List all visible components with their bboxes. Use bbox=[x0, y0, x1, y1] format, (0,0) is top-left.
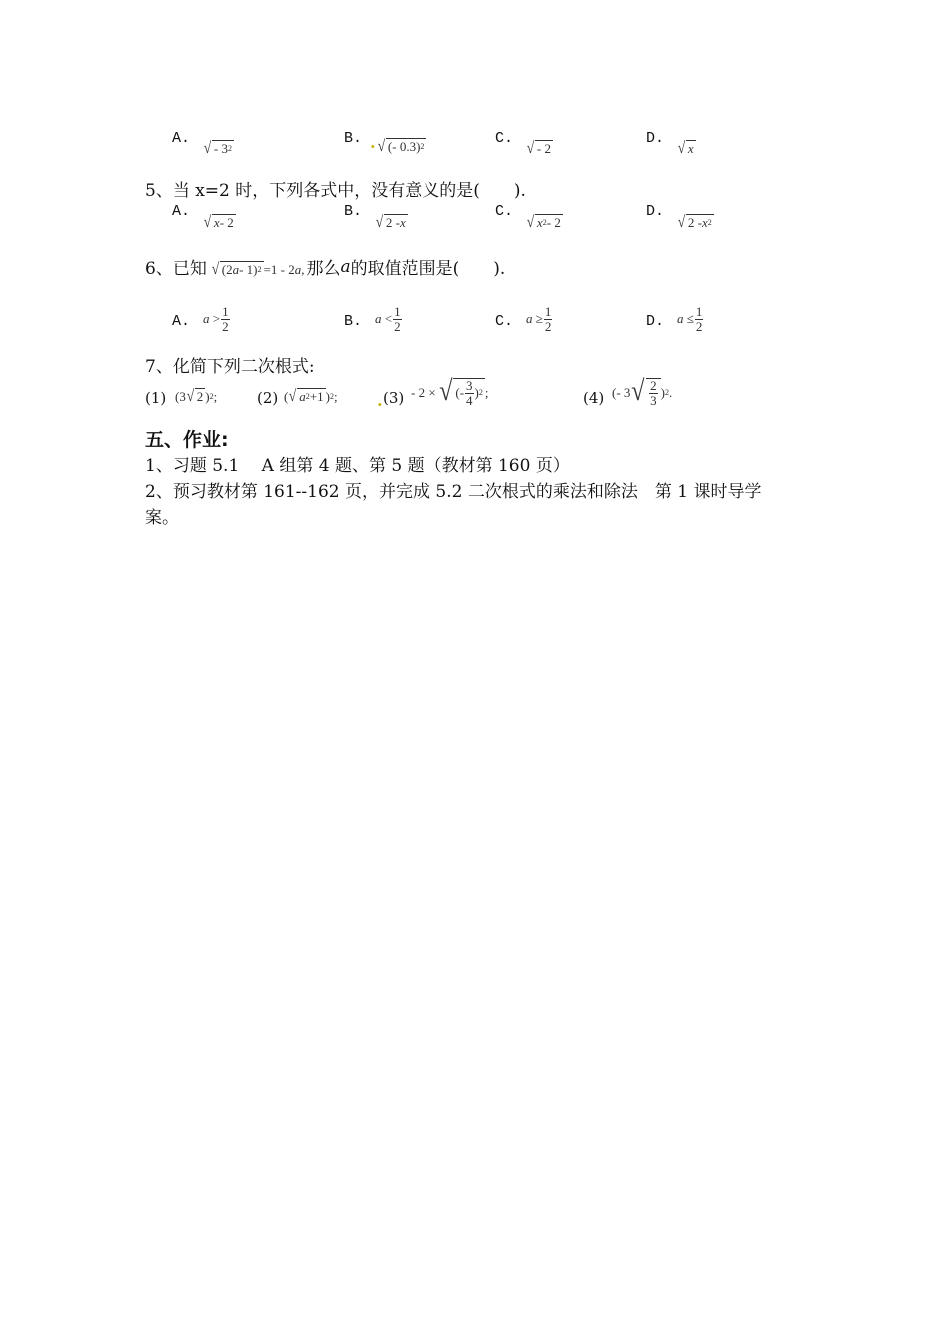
q4-option-a-expr: √ - 3 2 bbox=[203, 139, 233, 157]
q4-option-d-expr: √ x bbox=[677, 139, 694, 157]
homework-item-2: 2、预习教材第 161--162 页，并完成 5.2 二次根式的乘法和除法 第 1 课时导学 bbox=[145, 482, 762, 502]
q6-option-a-expr: a > $\frac{1}{2}$ bbox=[203, 304, 229, 334]
homework-heading: 五、作业: bbox=[145, 429, 229, 451]
q4-option-b-expr: √ (- 0.3) 2 bbox=[377, 137, 425, 155]
q6-condition-expr: √ (2 a - 1) 2 =1 - 2 a , bbox=[211, 259, 305, 278]
q4-option-c-expr: √ - 2 bbox=[526, 139, 552, 157]
q7-text: 7、化简下列二次根式: bbox=[145, 357, 315, 377]
homework-item-2-continued: 案。 bbox=[145, 508, 179, 528]
q5-option-b-expr: √ 2 - x bbox=[375, 213, 406, 231]
q7-part1-label: (1) bbox=[145, 389, 167, 407]
q6-option-d-expr: a ≤ $\frac{1}{2}$ bbox=[677, 304, 703, 334]
q5-option-b-label: B. bbox=[344, 203, 363, 220]
q5-option-d-label: D. bbox=[646, 203, 665, 220]
q5-option-a-expr: √ x - 2 bbox=[203, 213, 234, 231]
q6-option-b-label: B. bbox=[344, 313, 363, 330]
q7-part4-label: (4) bbox=[583, 389, 605, 407]
q4-option-c-label: C. bbox=[495, 130, 514, 147]
q4-option-a-label: A. bbox=[172, 130, 191, 147]
q7-part3-expr: - 2 × √ (- $\frac{3}{4}$ ) 2 ; bbox=[411, 376, 489, 408]
decorative-dot: . bbox=[370, 133, 376, 152]
q7-part3-label: (3) bbox=[383, 389, 405, 407]
q6-option-d-label: D. bbox=[646, 313, 665, 330]
decorative-dot: . bbox=[377, 391, 383, 410]
q6-option-c-label: C. bbox=[495, 313, 514, 330]
q6-option-a-label: A. bbox=[172, 313, 191, 330]
q4-option-b-label: B. bbox=[344, 130, 363, 147]
q6-option-c-expr: a ≥ $\frac{1}{2}$ bbox=[526, 304, 552, 334]
q6-option-b-expr: a < $\frac{1}{2}$ bbox=[375, 304, 401, 334]
q7-part1-expr: (3 √ 2 ) 2 ; bbox=[175, 387, 218, 405]
q4-option-d-label: D. bbox=[646, 130, 665, 147]
q7-part4-expr: (- 3 √ $\frac{2}{3}$ ) 2 . bbox=[612, 376, 673, 408]
q7-part2-label: (2) bbox=[257, 389, 279, 407]
q5-option-c-expr: √ x 2 - 2 bbox=[526, 213, 561, 231]
q6-text: 6、已知 √ (2 a - 1) 2 =1 - 2 a , 那么 a 的取值范围是( ). bbox=[145, 256, 506, 279]
q5-option-c-label: C. bbox=[495, 203, 514, 220]
q7-part2-expr: ( √ a 2 +1 ) 2 ; bbox=[284, 387, 338, 405]
q5-text: 5、当 x=2 时，下列各式中，没有意义的是( ). bbox=[145, 181, 526, 201]
q5-option-a-label: A. bbox=[172, 203, 191, 220]
homework-item-1: 1、习题 5.1 A 组第 4 题、第 5 题（教材第 160 页） bbox=[145, 456, 570, 476]
q5-option-d-expr: √ 2 - x 2 bbox=[677, 213, 712, 231]
